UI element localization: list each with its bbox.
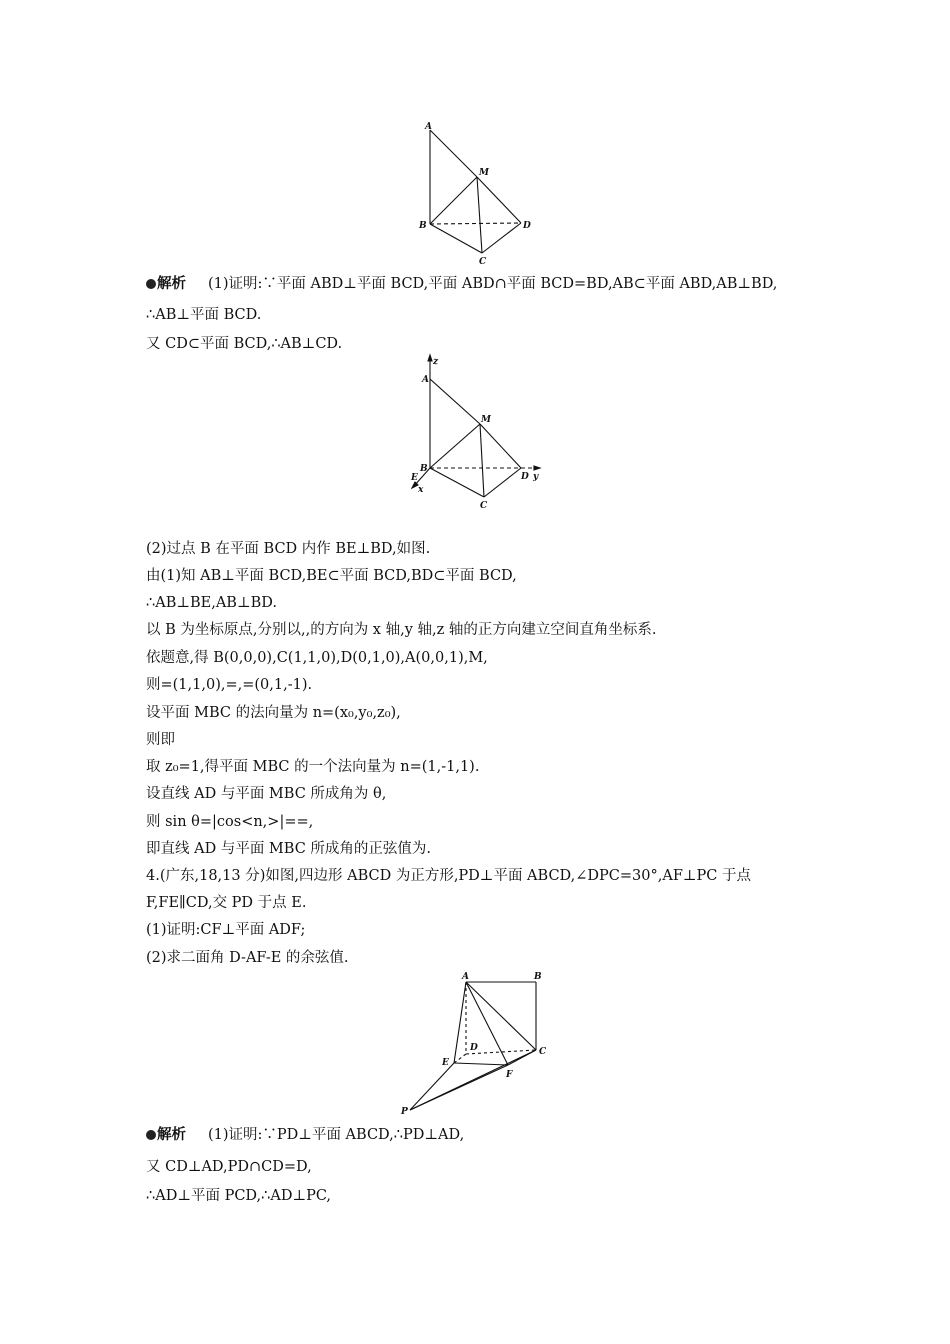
text-line: 即直线 AD 与平面 MBC 所成角的正弦值为. xyxy=(146,841,432,857)
label-D: D xyxy=(521,472,529,482)
label-E: E xyxy=(411,473,418,483)
text-line: (1)证明:CF⊥平面 ADF; xyxy=(146,922,306,938)
text-line: 则即 xyxy=(146,732,175,748)
label-M: M xyxy=(481,415,491,425)
label-z: z xyxy=(433,357,439,367)
text-line: 则=(1,1,0),=,=(0,1,-1). xyxy=(146,677,313,693)
label-E: E xyxy=(442,1058,449,1068)
label-D: D xyxy=(523,221,531,231)
solution-label: 解析 xyxy=(157,1126,186,1143)
text-line: 由(1)知 AB⊥平面 BCD,BE⊂平面 BCD,BD⊂平面 BCD, xyxy=(146,568,517,584)
label-A: A xyxy=(422,375,429,385)
label-x: x xyxy=(418,485,424,495)
text-line: (2)过点 B 在平面 BCD 内作 BE⊥BD,如图. xyxy=(146,541,431,557)
label-M: M xyxy=(479,168,489,178)
label-P: P xyxy=(401,1107,408,1117)
figure-coordinate-system xyxy=(408,352,548,514)
label-C: C xyxy=(539,1047,547,1057)
text-line: (1)证明:∵平面 ABD⊥平面 BCD,平面 ABD∩平面 BCD=BD,AB⊂平面 ABD,AB⊥BD, xyxy=(208,276,778,292)
solution-icon xyxy=(146,1130,156,1140)
text-line: 4.(广东,18,13 分)如图,四边形 ABCD 为正方形,PD⊥平面 ABCD,∠DPC=30°,AF⊥PC 于点 xyxy=(146,868,751,884)
text-line: 又 CD⊂平面 BCD,∴AB⊥CD. xyxy=(146,336,343,352)
label-D: D xyxy=(470,1043,478,1053)
figure-square-pyramid xyxy=(396,968,556,1118)
solution-label: 解析 xyxy=(157,275,186,292)
label-B: B xyxy=(419,221,427,231)
label-B: B xyxy=(420,464,428,474)
label-A: A xyxy=(462,972,469,982)
label-B: B xyxy=(534,972,542,982)
label-C: C xyxy=(480,501,488,511)
label-y: y xyxy=(533,472,539,482)
text-line: 设直线 AD 与平面 MBC 所成角为 θ, xyxy=(146,786,387,802)
text-line: (2)求二面角 D-AF-E 的余弦值. xyxy=(146,950,349,966)
label-A: A xyxy=(425,122,432,132)
label-F: F xyxy=(506,1070,513,1080)
text-line: 取 z₀=1,得平面 MBC 的一个法向量为 n=(1,-1,1). xyxy=(146,759,480,775)
text-line: F,FE∥CD,交 PD 于点 E. xyxy=(146,895,307,911)
text-line: ∴AD⊥平面 PCD,∴AD⊥PC, xyxy=(146,1188,332,1204)
label-C: C xyxy=(479,257,487,267)
figure-tetrahedron xyxy=(415,118,540,268)
solution-icon xyxy=(146,279,156,289)
solution-line xyxy=(146,274,777,294)
text-line: 又 CD⊥AD,PD∩CD=D, xyxy=(146,1159,312,1175)
solution-line xyxy=(146,1125,464,1145)
text-line: 则 sin θ=|cos<n,>|==, xyxy=(146,814,314,830)
text-line: (1)证明:∵PD⊥平面 ABCD,∴PD⊥AD, xyxy=(208,1127,465,1143)
text-line: ∴AB⊥BE,AB⊥BD. xyxy=(146,595,277,611)
text-line: ∴AB⊥平面 BCD. xyxy=(146,307,262,323)
text-line: 设平面 MBC 的法向量为 n=(x₀,y₀,z₀), xyxy=(146,705,401,721)
text-line: 依题意,得 B(0,0,0),C(1,1,0),D(0,1,0),A(0,0,1),M, xyxy=(146,650,488,666)
text-line: 以 B 为坐标原点,分别以,,的方向为 x 轴,y 轴,z 轴的正方向建立空间直角坐标系. xyxy=(146,622,657,638)
